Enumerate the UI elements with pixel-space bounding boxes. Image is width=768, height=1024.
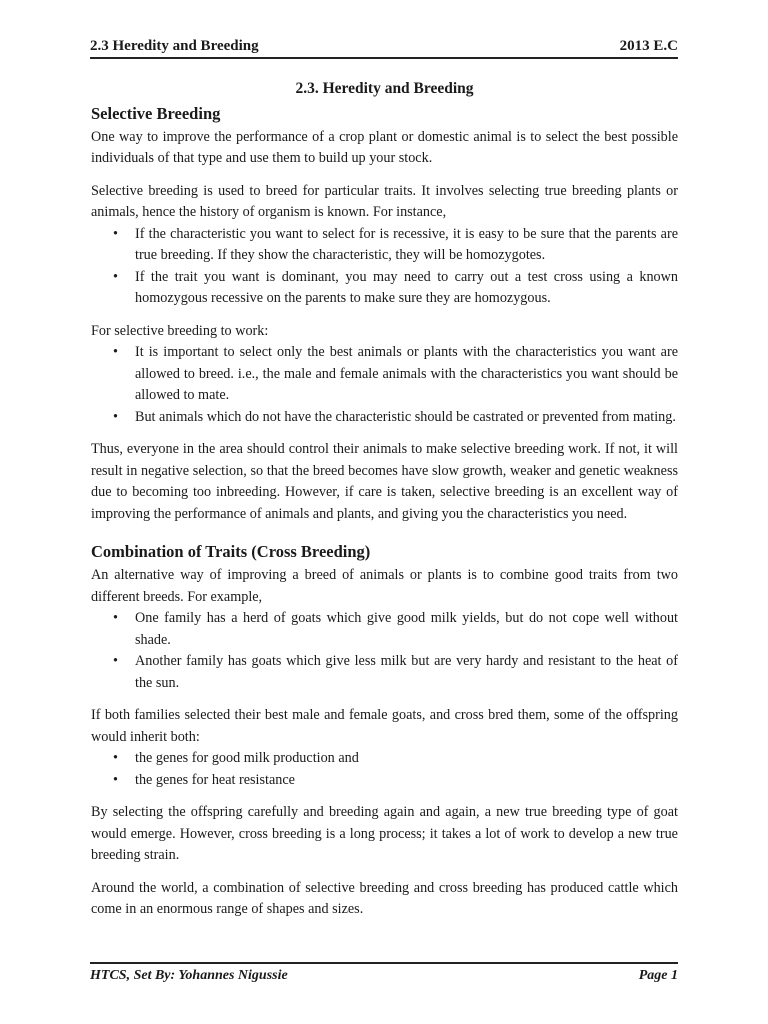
page-title: 2.3. Heredity and Breeding: [295, 80, 474, 97]
list-item: • If the characteristic you want to select for is recessive, it is easy to be sure that the parents are true breeding. If they show the characteristic, they will be homozygotes.: [135, 224, 678, 267]
running-footer: [90, 962, 678, 984]
bullet-list: [91, 748, 678, 791]
paragraph: One way to improve the performance of a crop plant or domestic animal is to select the best possible individuals of that type and use them to build up your stock.: [91, 128, 678, 166]
list-item: • the genes for good milk production and: [135, 748, 678, 770]
list-item: • But animals which do not have the characteristic should be castrated or prevented from mating.: [135, 407, 678, 429]
header-chapter-title: 2.3 Heredity and Breeding: [90, 38, 259, 54]
list-item: • It is important to select only the best animals or plants with the characteristics you want are allowed to breed. i.e., the male and female animals with the characteristics you want should be allowed to mate.: [135, 342, 678, 407]
list-item: • If the trait you want is dominant, you may need to carry out a test cross using a known homozygous recessive on the parents to make sure they are homozygous.: [135, 267, 678, 310]
bullet-list: [91, 342, 678, 428]
running-header: [90, 33, 678, 59]
paragraph: For selective breeding to work:: [91, 322, 269, 339]
paragraph: Selective breeding is used to breed for particular traits. It involves selecting true breeding plants or animals, hence the history of organism is known. For instance,: [91, 182, 678, 220]
page-content: [91, 78, 678, 921]
list-item: • the genes for heat resistance: [135, 770, 678, 792]
list-item: • Another family has goats which give less milk but are very hardy and resistant to the heat of the sun.: [135, 651, 678, 694]
paragraph: Around the world, a combination of selective breeding and cross breeding has produced cattle which come in an enormous range of shapes and sizes.: [91, 879, 678, 917]
footer-author: HTCS, Set By: Yohannes Nigussie: [90, 968, 288, 983]
paragraph: By selecting the offspring carefully and breeding again and again, a new true breeding type of goat would emerge. However, cross breeding is a long process; it takes a lot of work to develop a new true breeding strain.: [91, 804, 678, 863]
bullet-list: [91, 224, 678, 310]
bullet-list: [91, 608, 678, 694]
paragraph: An alternative way of improving a breed of animals or plants is to combine good traits from two different breeds. For example,: [91, 567, 678, 605]
section-heading-selective-breeding: Selective Breeding: [91, 103, 221, 123]
paragraph: If both families selected their best male and female goats, and cross bred them, some of the offspring would inherit both:: [91, 707, 678, 745]
page-number: Page 1: [638, 968, 678, 983]
paragraph: Thus, everyone in the area should control their animals to make selective breeding work. If not, it will result in negative selection, so that the breed becomes have slow growth, weaker and genetic weakness due to becoming too inbreeding. However, if care is taken, selective breeding is an excellent way of improving the performance of animals and plants, and giving you the characteristics you need.: [91, 441, 678, 522]
list-item: • One family has a herd of goats which give good milk yields, but do not cope well without shade.: [135, 608, 678, 651]
header-year: 2013 E.C: [619, 38, 678, 54]
section-heading-cross-breeding: Combination of Traits (Cross Breeding): [91, 542, 371, 561]
